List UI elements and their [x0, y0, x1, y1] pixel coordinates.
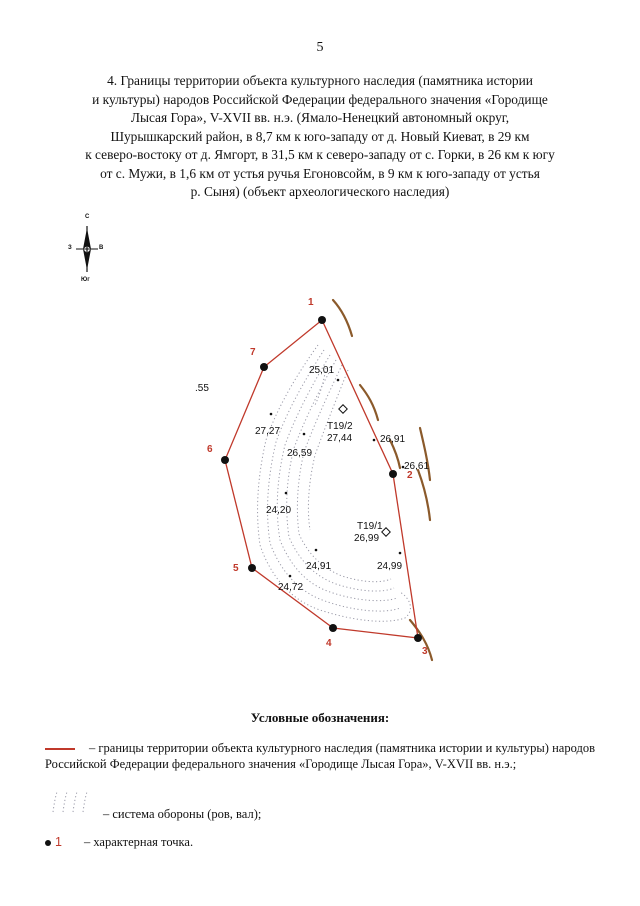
legend-point — [45, 835, 193, 850]
page-number: 5 — [316, 40, 324, 55]
legend-rampart-text: – система обороны (ров, вал); — [103, 807, 262, 821]
heading-line: Лысая Гора», V-XVII вв. н.э. (Ямало-Ненецкий автономный округ, — [130, 110, 510, 125]
heading-line: от с. Мужи, в 1,6 км от устья ручья Егоновсойм, в 9 км к юго-западу от устья — [100, 165, 540, 181]
vertex-point — [318, 316, 326, 324]
heading-line: р. Сыня) (объект археологического наследия) — [190, 184, 450, 199]
boundary-line-sample — [45, 748, 75, 750]
legend-boundary — [45, 740, 595, 772]
elevation-label: 26,61 — [404, 461, 430, 472]
vertex-label: 5 — [233, 563, 239, 574]
elevation-label: 24,72 — [278, 582, 304, 593]
vertex-label: 2 — [407, 470, 413, 481]
elevation-label: 24,91 — [306, 561, 332, 572]
elevation-labels — [255, 365, 429, 593]
rampart-contours — [258, 345, 411, 621]
trench-label: Т19/1 — [357, 521, 383, 532]
elevation-label: 26,99 — [354, 533, 380, 544]
site-plan — [180, 285, 460, 670]
vertex-point — [260, 363, 268, 371]
stray-elevation-label: .55 — [195, 383, 209, 394]
compass-north-label: С — [85, 214, 90, 220]
legend-rampart — [45, 790, 345, 820]
point-sample-icon — [45, 840, 51, 846]
elevation-label: 25,01 — [309, 365, 335, 376]
vertex-label: 4 — [326, 638, 332, 649]
trench-label: Т19/2 — [327, 421, 353, 432]
vertex-point — [248, 564, 256, 572]
heading-line: и культуры) народов Российской Федерации федерального значения «Городище — [92, 91, 548, 107]
elevation-label: 27,27 — [255, 426, 281, 437]
legend-title: Условные обозначения: — [250, 710, 390, 725]
terrain-lines — [333, 300, 432, 660]
vertex-label: 6 — [207, 444, 213, 455]
elevation-label: 26,59 — [287, 448, 313, 459]
legend-boundary-text: – границы территории объекта культурного наследия (памятника истории и культуры) народов Российской Федерации федерального значения «Городище Лысая Гора», V-XVII вв. н.э.; — [45, 741, 595, 771]
rampart-sample-icon — [45, 790, 95, 816]
elevation-label: 26,91 — [380, 434, 406, 445]
vertex-label: 3 — [422, 646, 428, 657]
legend-point-number: 1 — [55, 835, 62, 849]
vertex-point — [329, 624, 337, 632]
legend-point-text: – характерная точка. — [83, 835, 194, 849]
vertex-point — [221, 456, 229, 464]
trench-diamond-icon — [339, 405, 347, 413]
vertex-label: 1 — [308, 297, 314, 308]
elevation-label: 27,44 — [327, 433, 353, 444]
compass-south-label: Юг — [81, 277, 90, 283]
elevation-label: 24,20 — [266, 505, 292, 516]
vertex-point — [389, 470, 397, 478]
vertex-point — [414, 634, 422, 642]
document-heading — [40, 72, 600, 202]
trench-diamond-icon — [382, 528, 390, 536]
heading-line: Шурышкарский район, в 8,7 км к юго-западу от д. Новый Киеват, в 29 км — [110, 128, 530, 144]
compass-east-label: В — [99, 245, 104, 251]
elevation-label: 24,99 — [377, 561, 403, 572]
vertex-label: 7 — [250, 347, 256, 358]
site-plan-drawing — [180, 285, 460, 670]
heading-line: к северо-востоку от д. Ямгорт, в 31,5 км к северо-западу от с. Горки, в 26 км к югу — [85, 147, 555, 162]
heading-line: 4. Границы территории объекта культурного наследия (памятника истории — [107, 73, 533, 88]
compass-west-label: З — [68, 245, 72, 251]
compass-rose — [62, 210, 112, 290]
